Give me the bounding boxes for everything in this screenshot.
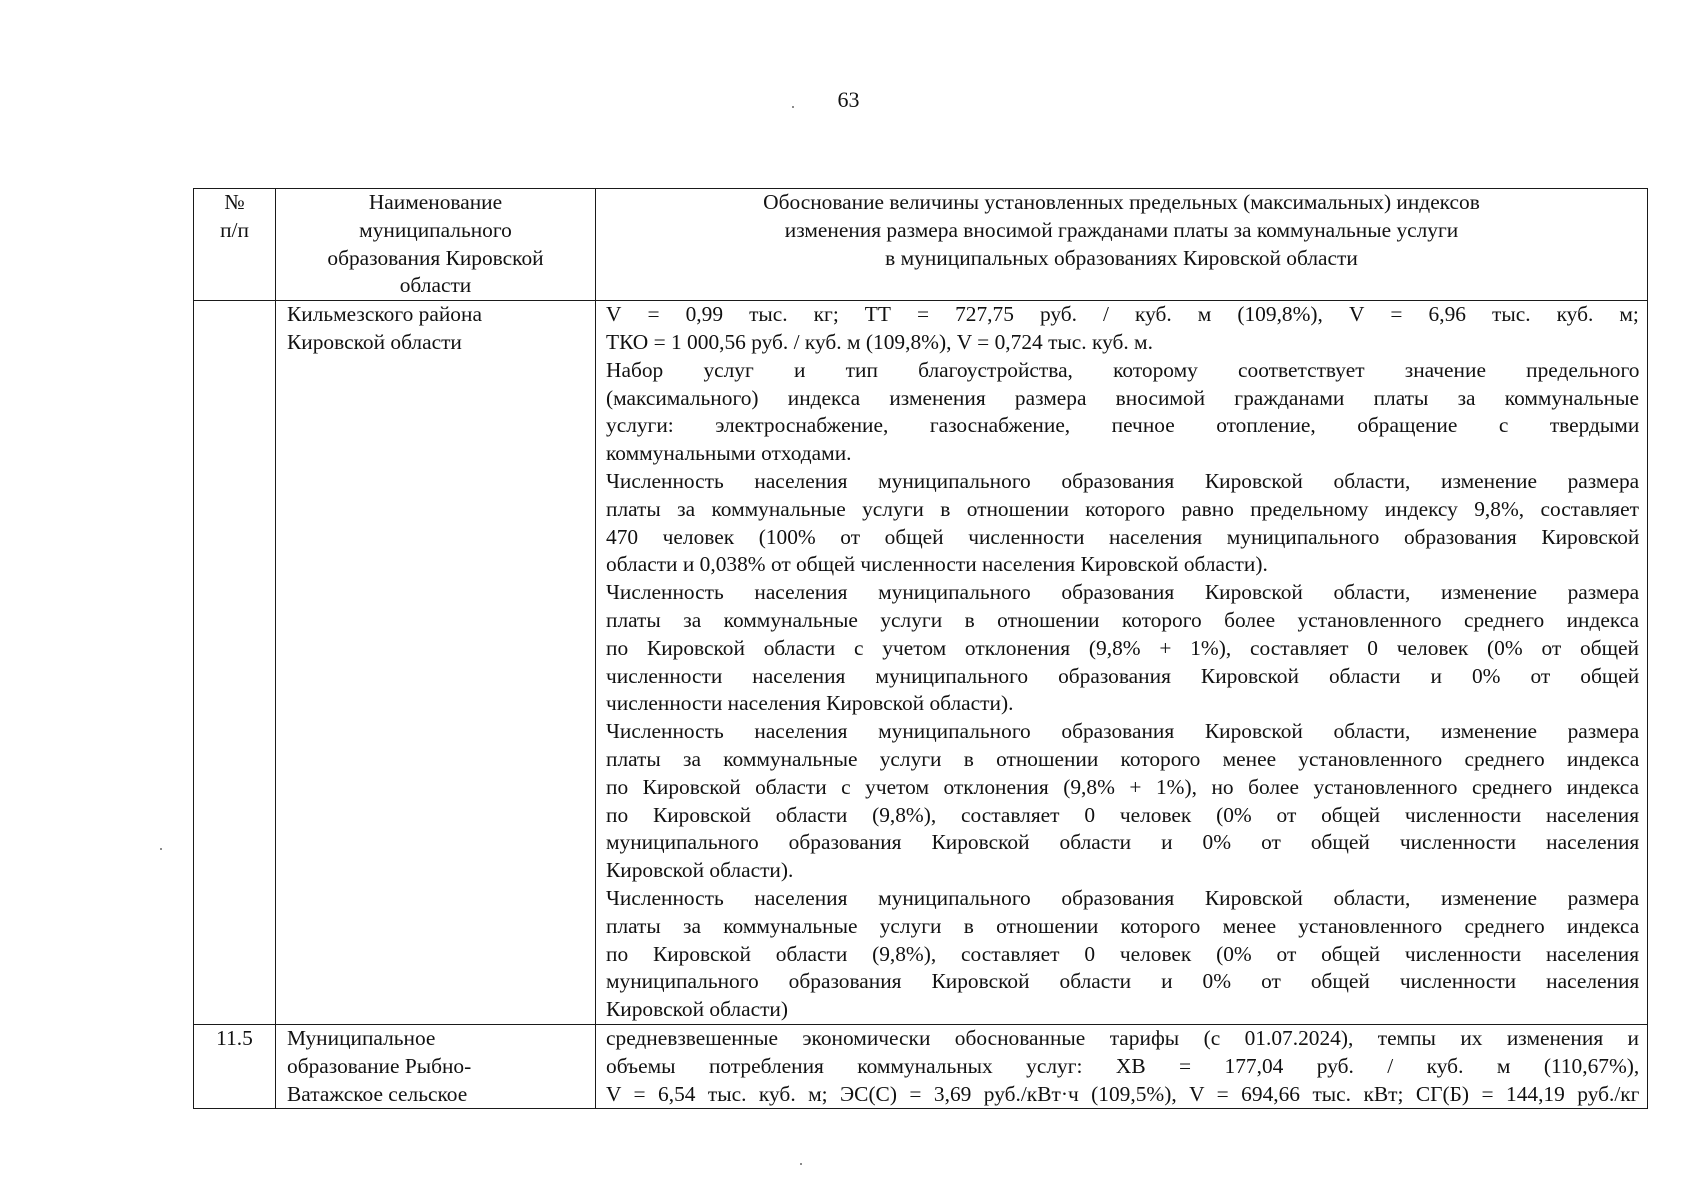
municipal-index-table xyxy=(193,188,1648,1109)
tariff-token: = xyxy=(1390,302,1403,327)
text-line: Численность населения муниципального образования Кировской области, изменение размера xyxy=(606,468,1640,493)
text-line: Кировской области). xyxy=(606,858,794,883)
municipality-name xyxy=(276,1024,596,1108)
header-number-line: № xyxy=(224,190,245,214)
text-line: численности населения Кировской области). xyxy=(606,691,1014,716)
municipality-name xyxy=(276,301,596,1025)
tariff-line xyxy=(606,301,1639,329)
tariff-token: (109,8%), xyxy=(1237,302,1323,327)
text-line: Кировской области) xyxy=(606,997,788,1022)
justification-text xyxy=(596,1024,1648,1108)
text-line: по Кировской области с учетом отклонения (9,8% + 1%), но более установленного среднего индекса xyxy=(606,774,1640,799)
text-line: Численность населения муниципального образования Кировской области, изменение размера xyxy=(606,719,1640,744)
tariff-token: руб. xyxy=(1039,302,1077,327)
tariff-token: 0,99 xyxy=(685,302,724,327)
text-line: объемы потребления коммунальных услуг: ХВ = 177,04 руб. / куб. м (110,67%), xyxy=(606,1053,1640,1078)
text-line: муниципального образования Кировской области и 0% от общей численности населения xyxy=(606,830,1640,855)
municipality-name-line: Кировской области xyxy=(287,329,462,354)
table-header-row xyxy=(194,189,1648,301)
municipality-name-line: Кильмезского района xyxy=(287,302,482,327)
tariff-token: м; xyxy=(1619,302,1639,327)
text-line: Численность населения муниципального образования Кировской области, изменение размера xyxy=(606,580,1640,605)
text-line: по Кировской области (9,8%), составляет 0 человек (0% от общей численности населения xyxy=(606,941,1640,966)
services-paragraph xyxy=(606,357,1639,468)
header-name-line: муниципального xyxy=(359,217,512,242)
tariff-token: V xyxy=(1348,302,1365,327)
tariff-token: = xyxy=(916,302,930,327)
text-line: коммунальными отходами. xyxy=(606,441,852,466)
header-number xyxy=(194,189,276,301)
header-name-line: Наименование xyxy=(368,190,503,214)
text-line: средневзвешенные экономически обоснованные тарифы (с 01.07.2024), темпы их изменения и xyxy=(606,1025,1639,1050)
tariff-token: куб. xyxy=(1135,302,1172,327)
population-equal-paragraph xyxy=(606,468,1639,579)
tariff-token: = xyxy=(647,302,660,327)
text-line: (максимального) индекса изменения размера вносимой гражданами платы за коммунальные xyxy=(606,385,1639,410)
text-line: V = 6,54 тыс. куб. м; ЭС(С) = 3,69 руб./кВт·ч (109,5%), V = 694,66 тыс. кВт; СГ(Б) = 144,19 руб./кг xyxy=(606,1081,1640,1106)
header-justification-line: изменения размера вносимой гражданами платы за коммунальные услуги xyxy=(784,217,1459,242)
row-number xyxy=(194,301,276,1025)
justification-text xyxy=(596,301,1648,1025)
scan-speck xyxy=(792,106,794,108)
text-line: Численность населения муниципального образования Кировской области, изменение размера xyxy=(606,885,1640,910)
municipality-name-line: образование Рыбно- xyxy=(287,1053,472,1078)
text-line: платы за коммунальные услуги в отношении которого менее установленного среднего индекса xyxy=(606,913,1640,938)
tariff-token: 6,96 xyxy=(1428,302,1466,327)
header-number-line: п/п xyxy=(220,217,249,242)
text-line: численности населения муниципального образования Кировской области и 0% от общей xyxy=(606,663,1640,688)
text-line: по Кировской области (9,8%), составляет 0 человек (0% от общей численности населения xyxy=(606,802,1640,827)
tariff-token: кг; xyxy=(813,302,839,327)
tariff-token: ТТ xyxy=(864,302,891,327)
population-above-paragraph xyxy=(606,579,1639,718)
header-justification xyxy=(596,189,1648,301)
tariff-token: 727,75 xyxy=(955,302,1014,327)
municipality-name-line: Ватажское сельское xyxy=(287,1081,468,1106)
text-line: муниципального образования Кировской области и 0% от общей численности населения xyxy=(606,969,1640,994)
population-below-paragraph xyxy=(606,885,1639,1024)
population-between-paragraph xyxy=(606,718,1639,885)
tariff-line: ТКО = 1 000,56 руб. / куб. м (109,8%), V = 0,724 тыс. куб. м. xyxy=(606,329,1153,354)
tariff-token: V xyxy=(606,302,622,327)
text-line: платы за коммунальные услуги в отношении которого менее установленного среднего индекса xyxy=(606,746,1640,771)
table-row xyxy=(194,1024,1648,1108)
text-line: области и 0,038% от общей численности населения Кировской области). xyxy=(606,552,1268,577)
text-line: платы за коммунальные услуги в отношении которого равно предельному индексу 9,8%, составляет xyxy=(606,496,1639,521)
header-justification-line: в муниципальных образованиях Кировской области xyxy=(885,245,1358,270)
page-number: 63 xyxy=(837,87,860,112)
header-justification-line: Обоснование величины установленных предельных (максимальных) индексов xyxy=(763,190,1480,214)
text-line: 470 человек (100% от общей численности населения муниципального образования Кировской xyxy=(606,524,1640,549)
tariff-token: куб. xyxy=(1556,302,1594,327)
tariff-token: / xyxy=(1103,302,1109,327)
text-line: Набор услуг и тип благоустройства, которому соответствует значение предельного xyxy=(606,357,1640,382)
scan-speck xyxy=(160,848,162,850)
text-line: платы за коммунальные услуги в отношении которого более установленного среднего индекса xyxy=(606,607,1639,632)
tariffs-paragraph xyxy=(606,1025,1639,1108)
tariff-token: тыс. xyxy=(749,302,788,327)
header-name-line: образования Кировской xyxy=(327,245,544,270)
table-row xyxy=(194,301,1648,1025)
municipality-name-line: Муниципальное xyxy=(287,1025,436,1050)
text-line: услуги: электроснабжение, газоснабжение, печное отопление, обращение с твердыми xyxy=(606,413,1640,438)
tariff-token: тыс. xyxy=(1492,302,1531,327)
row-number: 11.5 xyxy=(194,1024,276,1108)
text-line: по Кировской области с учетом отклонения (9,8% + 1%), составляет 0 человек (0% от общей xyxy=(606,635,1639,660)
scan-speck xyxy=(800,1163,802,1165)
header-municipality-name xyxy=(276,189,596,301)
tariff-token: м xyxy=(1197,302,1212,327)
header-name-line: области xyxy=(399,273,472,298)
